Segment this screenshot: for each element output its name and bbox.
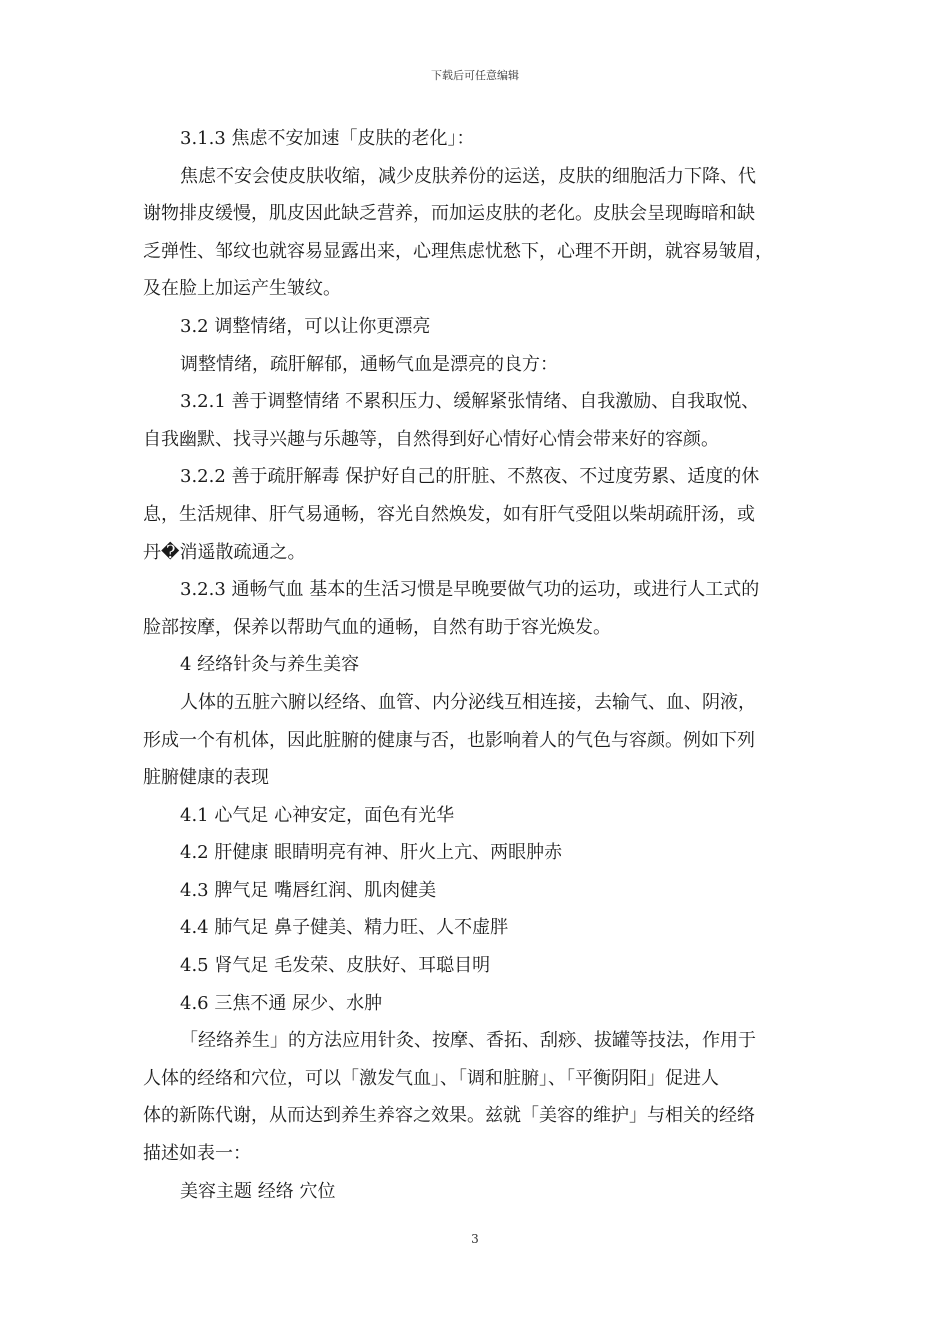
- list-item: 4.4 肺气足 鼻子健美、精力旺、人不虚胖: [180, 917, 509, 939]
- paragraph-line: 谢物排皮缓慢，肌皮因此缺乏营养，而加运皮肤的老化。皮肤会呈现晦暗和缺: [143, 203, 755, 225]
- page-header: 下载后可任意编辑: [431, 69, 519, 82]
- paragraph-line: 自我幽默、找寻兴趣与乐趣等，自然得到好心情好心情会带来好的容颜。: [143, 428, 719, 450]
- page-number: 3: [471, 1232, 479, 1246]
- paragraph-line: 3.2.2 善于疏肝解毒 保护好自己的肝脏、不熬夜、不过度劳累、适度的休: [180, 466, 760, 488]
- paragraph-line: 调整情绪，疏肝解郁，通畅气血是漂亮的良方：: [180, 353, 558, 375]
- paragraph-line: 脸部按摩，保养以帮助气血的通畅，自然有助于容光焕发。: [143, 616, 611, 638]
- paragraph-line: 描述如表一：: [143, 1143, 251, 1165]
- paragraph-line: 人体的五脏六腑以经络、血管、内分泌线互相连接，去输气、血、阴液，: [180, 691, 756, 713]
- paragraph-line: 3.2.3 通畅气血 基本的生活习惯是早晚要做气功的运功，或进行人工式的: [180, 579, 760, 601]
- paragraph-line: 焦虑不安会使皮肤收缩，减少皮肤养份的运送，皮肤的细胞活力下降、代: [180, 165, 756, 187]
- paragraph-line: 人体的经络和穴位，可以「激发气血」、「调和脏腑」、「平衡阴阳」促进人: [143, 1067, 719, 1089]
- section-heading-4: 4 经络针灸与养生美容: [180, 654, 360, 676]
- list-item: 4.2 肝健康 眼睛明亮有神、肝火上亢、两眼肿赤: [180, 842, 563, 864]
- list-item: 4.5 肾气足 毛发荣、皮肤好、耳聪目明: [180, 955, 491, 977]
- paragraph-line: 息，生活规律、肝气易通畅，容光自然焕发，如有肝气受阻以柴胡疏肝汤，或: [143, 503, 755, 525]
- section-heading-3-2: 3.2 调整情绪，可以让你更漂亮: [180, 315, 431, 337]
- paragraph-line: 及在脸上加运产生皱纹。: [143, 278, 341, 300]
- paragraph-line: 形成一个有机体，因此脏腑的健康与否，也影响着人的气色与容颜。例如下列: [143, 729, 755, 751]
- list-item: 4.1 心气足 心神安定，面色有光华: [180, 804, 455, 826]
- paragraph-line: 脏腑健康的表现: [143, 767, 269, 789]
- paragraph-line: 丹�消遥散疏通之。: [143, 541, 306, 563]
- paragraph-line: 「经络养生」的方法应用针灸、按摩、香拓、刮痧、拔罐等技法，作用于: [180, 1030, 756, 1052]
- list-item: 4.6 三焦不通 尿少、水肿: [180, 992, 383, 1014]
- paragraph-line: 乏弹性、邹纹也就容易显露出来，心理焦虑忧愁下，心理不开朗，就容易皱眉，: [143, 240, 773, 262]
- section-heading-3-1-3: 3.1.3 焦虑不安加速「皮肤的老化」：: [180, 128, 475, 149]
- list-item: 4.3 脾气足 嘴唇红润、肌肉健美: [180, 879, 437, 901]
- table-header-line: 美容主题 经络 穴位: [180, 1180, 336, 1202]
- body-text: [143, 120, 823, 1210]
- paragraph-line: 体的新陈代谢，从而达到养生养容之效果。兹就「美容的维护」与相关的经络: [143, 1105, 755, 1127]
- paragraph-line: 3.2.1 善于调整情绪 不累积压力、缓解紧张情绪、自我激励、自我取悦、: [180, 391, 760, 413]
